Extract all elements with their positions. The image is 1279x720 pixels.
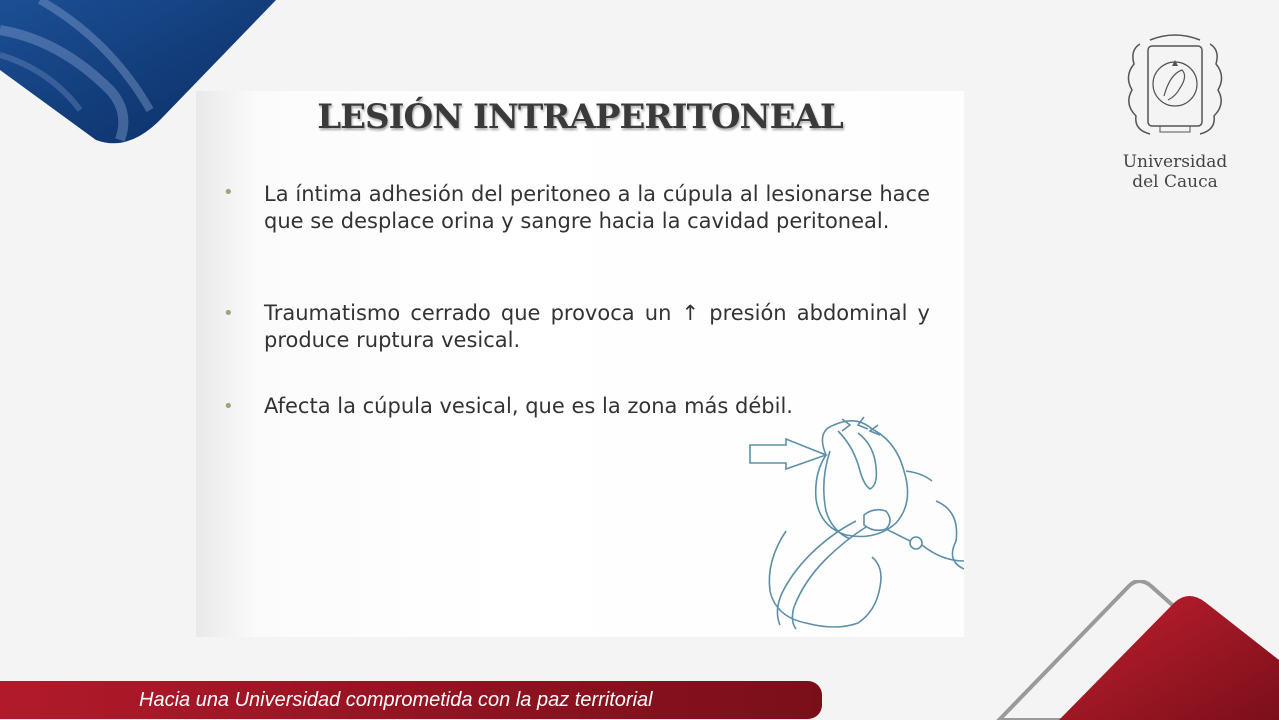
bullet-dot-icon: • (223, 182, 234, 203)
slide-title: LESIÓN INTRAPERITONEAL (317, 97, 843, 137)
bullet-item: La íntima adhesión del peritoneo a la cúpula al lesionarse hace que se desplace orina y sangre hacia la cavidad peritoneal. (264, 182, 930, 233)
slide-content (196, 91, 964, 637)
bullet-dot-icon: • (223, 303, 234, 324)
university-logo (1110, 30, 1240, 200)
university-name-line1: Universidad (1122, 152, 1228, 172)
university-seal-icon (1120, 30, 1230, 142)
bullet-item: Traumatismo cerrado que provoca un ↑ presión abdominal y produce ruptura vesical. (264, 301, 930, 352)
university-name-line2: del Cauca (1132, 172, 1218, 192)
bladder-anatomy-diagram (746, 411, 964, 637)
bottom-right-decoration (979, 580, 1279, 720)
bullet-dot-icon: • (223, 396, 234, 417)
footer-slogan: Hacia una Universidad comprometida con la paz territorial (139, 689, 653, 711)
footer-slogan-bar (0, 681, 822, 719)
bullet-item: Afecta la cúpula vesical, que es la zona más débil. (264, 394, 793, 418)
